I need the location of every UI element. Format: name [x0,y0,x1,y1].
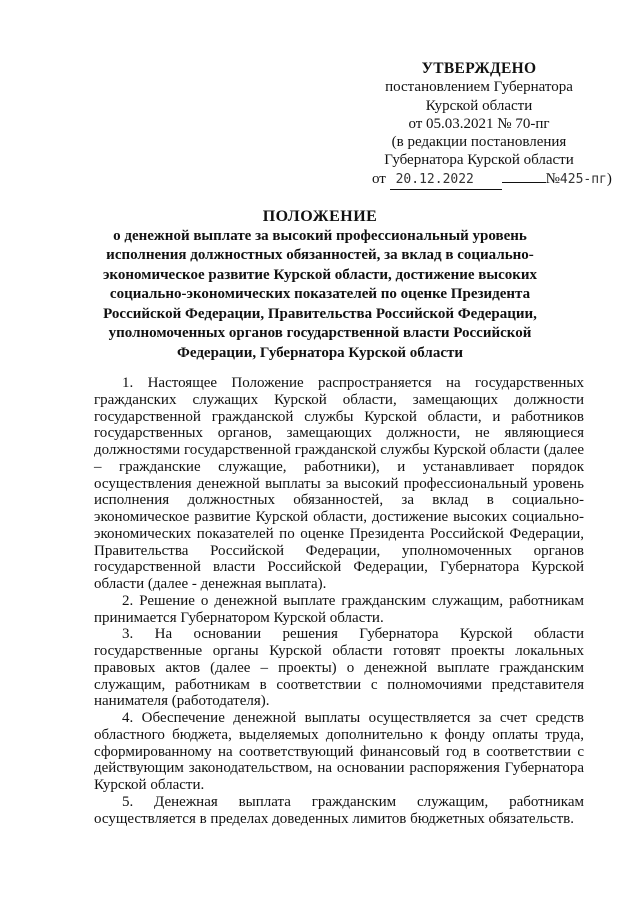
date-blank-line [502,182,546,183]
amendment-date-line [372,170,612,190]
amendment-date: 20.12.2022 [390,171,502,190]
heading-line: уполномоченных органов государственной власти Российской [108,325,532,341]
heading-line: экономическое развитие Курской области, достижение высоких [102,266,538,283]
paragraph-3: 3. На основании решения Губернатора Курской области государственные органы Курской области готовят проекты локальных правовых актов (далее – проекты) о денежной выплате гражданским служащим, работникам в соответствии с полномочиями представителя нанимателя (работодателя). [94,626,584,710]
approval-line-4: (в редакции постановления [391,134,567,151]
approval-line-3: от 05.03.2021 № 70-пг [408,115,550,132]
amendment-number: 425-пг [559,171,607,187]
heading-line: Федерации, Губернатора Курской области [176,344,463,361]
paragraph-5: 5. Денежная выплата гражданским служащим, работникам осуществляется в пределах доведенных лимитов бюджетных обязательств. [94,793,584,827]
approval-line-1: постановлением Губернатора [385,79,573,96]
paragraph-2: 2. Решение о денежной выплате гражданским служащим, работникам принимается Губернатором Курской области. [94,592,584,626]
closing-paren: ) [606,170,612,187]
approval-line-2: Курской области [425,97,533,114]
date-prefix: от [372,170,386,187]
heading-line: о денежной выплате за высокий профессиональный уровень [113,227,527,244]
heading-line: социально-экономических показателей по оценке Президента [109,286,531,302]
heading-line: Российской Федерации, Правительства Российской Федерации, [103,305,537,322]
heading-line: исполнения должностных обязанностей, за вклад в социально- [106,247,534,263]
document-body [94,375,584,827]
paragraph-1: 1. Настоящее Положение распространяется на государственных гражданских служащих Курской области, замещающих должности государственной гражданской службы Курской области, и работников государственных органов, замещающих должности, не являющиеся должностями государственной гражданской службы Курской области (далее – гражданские служащие, работники), и устанавливает порядок осуществления денежной выплаты за высокий профессиональный уровень исполнения должностных обязанностей, за вклад в социально-экономическое развитие Курской области, достижение высоких социально-экономических показателей по оценке Президента Российской Федерации, Правительства Российской Федерации, уполномоченных органов государственной власти Российской Федерации, Губернатора Курской области (далее - денежная выплата). [94,375,584,592]
document-title: ПОЛОЖЕНИЕ [262,208,378,225]
number-sign: № [545,170,560,187]
approval-line-5: Губернатора Курской области [384,152,574,169]
document-heading [98,207,542,363]
approval-title: УТВЕРЖДЕНО [421,60,537,77]
paragraph-4: 4. Обеспечение денежной выплаты осуществляется за счет средств областного бюджета, выделяемых дополнительно к фонду оплаты труда, сформированному на соответствующий финансовый год в соответствии с действующим законодательством, на основании распоряжения Губернатора Курской области. [94,710,584,793]
approval-stamp [372,60,612,190]
